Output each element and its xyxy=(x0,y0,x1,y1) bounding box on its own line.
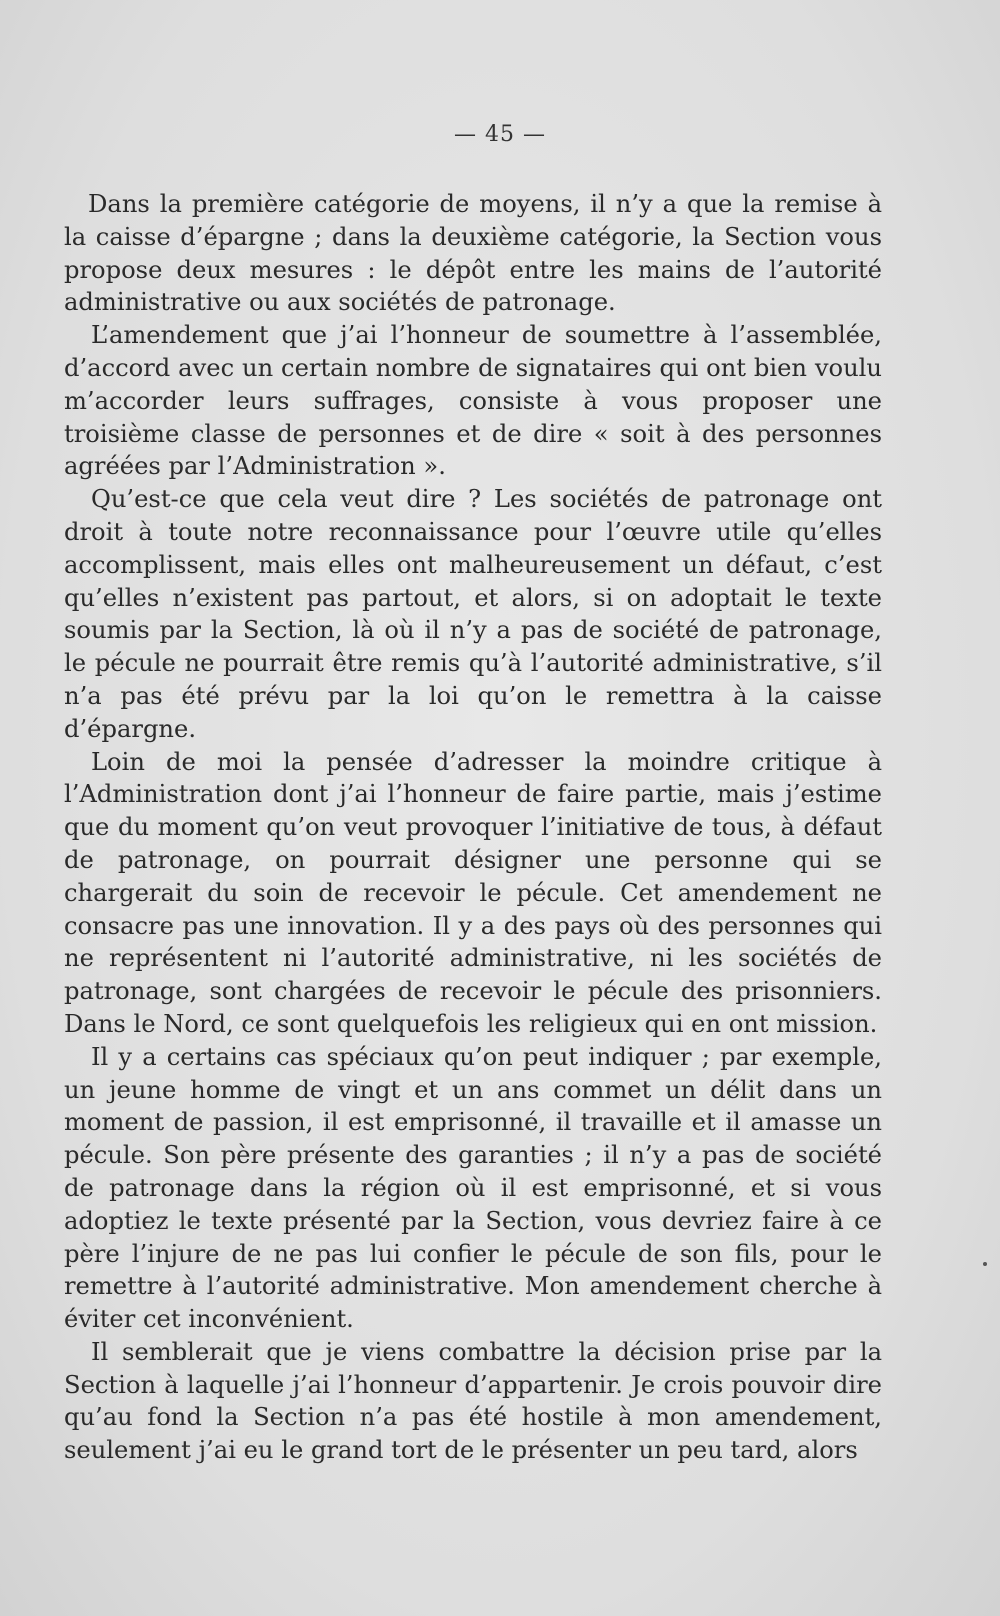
paragraph: Loin de moi la pensée d’adresser la moindre critique à l’Administration dont j’ai l’honneur de faire partie, mais j’estime que du moment qu’on veut provoquer l’initiative de tous, à défaut de patronage, on pourrait désigner une personne qui se chargerait du soin de recevoir le pécule. Cet amendement ne consacre pas une innovation. Il y a des pays où des personnes qui ne représentent ni l’autorité administrative, ni les sociétés de patronage, sont chargées de recevoir le pécule des prisonniers. Dans le Nord, ce sont quelquefois les religieux qui en ont mission. xyxy=(64,747,882,1038)
paper-speck xyxy=(983,1262,987,1266)
paragraph: L’amendement que j’ai l’honneur de soumettre à l’assemblée, d’accord avec un certain nombre de signataires qui ont bien voulu m’accorder leurs suffrages, consiste à vous proposer une troisième classe de personnes et de dire « soit à des personnes agréées par l’Administration ». xyxy=(64,321,882,481)
paragraph: Qu’est-ce que cela veut dire ? Les sociétés de patronage ont droit à toute notre reconnaissance pour l’œuvre utile qu’elles accomplissent, mais elles ont malheureusement un défaut, c’est qu’elles n’existent pas partout, et alors, si on adoptait le texte soumis par la Section, là où il n’y a pas de société de patronage, le pécule ne pourrait être remis qu’à l’autorité administrative, s’il n’a pas été prévu par la loi qu’on le remettra à la caisse d’épargne. xyxy=(64,485,882,743)
paragraph: Dans la première catégorie de moyens, il n’y a que la remise à la caisse d’épargne ; dans la deuxième catégorie, la Section vous propose deux mesures : le dépôt entre les mains de l’autorité administrative ou aux sociétés de patronage. xyxy=(64,190,882,317)
page-number: — 45 — xyxy=(454,122,546,147)
body-text xyxy=(64,188,882,1467)
paragraph: Il semblerait que je viens combattre la décision prise par la Section à laquelle j’ai l’honneur d’appartenir. Je crois pouvoir dire qu’au fond la Section n’a pas été hostile à mon amendement, seulement j’ai eu le grand tort de le présenter un peu tard, alors xyxy=(64,1337,882,1465)
paragraph: Il y a certains cas spéciaux qu’on peut indiquer ; par exemple, un jeune homme de vingt et un ans commet un délit dans un moment de passion, il est emprisonné, il travaille et il amasse un pécule. Son père présente des garanties ; il n’y a pas de société de patronage dans la région où il est emprisonné, et si vous adoptiez le texte présenté par la Section, vous devriez faire à ce père l’injure de ne pas lui confier le pécule de son fils, pour le remettre à l’autorité administrative. Mon amendement cherche à éviter cet inconvénient. xyxy=(64,1042,882,1334)
